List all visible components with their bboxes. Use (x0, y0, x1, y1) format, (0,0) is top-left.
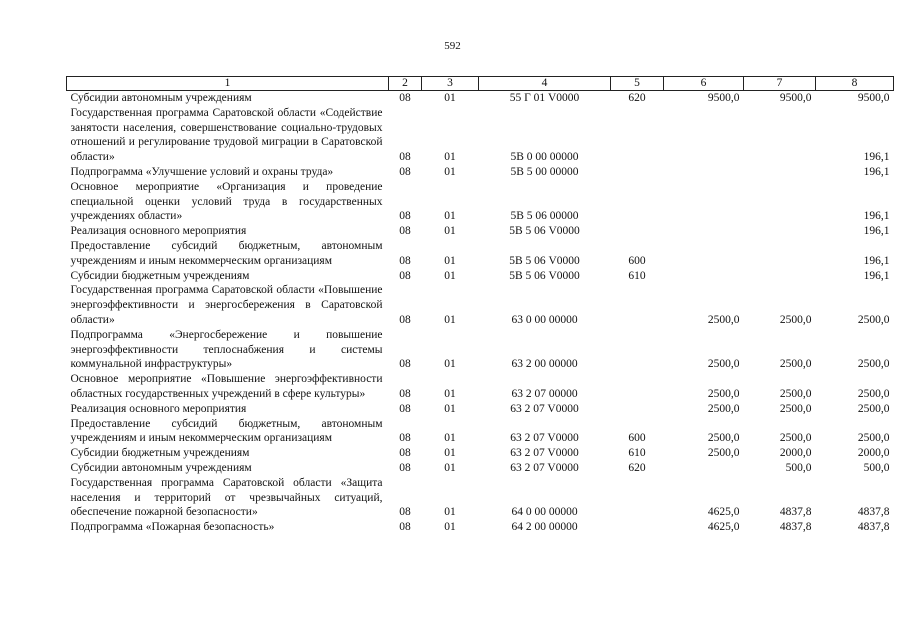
table-row (67, 106, 894, 165)
row-subsection: 01 (444, 92, 456, 104)
row-name: Субсидии бюджетным учреждениям (70, 269, 250, 282)
row-amount-2: 500,0 (785, 461, 812, 474)
row-subsection: 01 (444, 506, 456, 519)
header-row (67, 77, 894, 91)
row-target-code: 64 0 00 00000 (511, 506, 578, 519)
row-subsection: 01 (444, 521, 456, 534)
row-target-code: 5В 5 06 V0000 (509, 254, 580, 267)
row-amount-2: 9500,0 (779, 92, 812, 104)
row-amount-2 (744, 239, 816, 269)
row-name: Реализация основного мероприятия (70, 225, 247, 238)
row-target-code: 63 2 07 V0000 (510, 447, 579, 460)
header-cell: 8 (816, 77, 894, 91)
row-amount-1 (664, 180, 744, 224)
budget-table (66, 76, 894, 535)
row-amount-2: 2500,0 (779, 432, 812, 445)
row-expense-type (611, 106, 664, 165)
row-amount-2: 4837,8 (779, 521, 812, 534)
row-subsection: 01 (444, 225, 456, 238)
row-expense-type (611, 165, 664, 180)
row-amount-3: 196,1 (863, 165, 890, 178)
row-subsection: 01 (444, 447, 456, 460)
header-cell: 7 (744, 77, 816, 91)
row-target-code: 55 Г 01 V0000 (509, 92, 580, 104)
row-amount-1 (664, 269, 744, 284)
row-amount-2 (744, 106, 816, 165)
table-row (67, 476, 894, 520)
row-amount-2: 2500,0 (779, 387, 812, 400)
row-amount-2: 2000,0 (779, 447, 812, 460)
row-name: Субсидии бюджетным учреждениям (70, 447, 250, 460)
row-subsection: 01 (444, 358, 456, 371)
row-target-code: 5В 0 00 00000 (510, 151, 579, 164)
row-expense-type: 610 (628, 447, 646, 460)
table-row (67, 180, 894, 224)
row-expense-type (611, 402, 664, 417)
row-amount-3: 2500,0 (857, 432, 890, 445)
row-name: Реализация основного мероприятия (70, 402, 247, 415)
row-subsection: 01 (444, 165, 456, 178)
header-cell: 3 (422, 77, 479, 91)
row-amount-1 (664, 106, 744, 165)
row-amount-1 (664, 165, 744, 180)
row-amount-1: 4625,0 (707, 506, 740, 519)
row-section: 08 (399, 461, 411, 474)
row-amount-1: 2500,0 (707, 402, 740, 415)
row-target-code: 63 2 07 V0000 (510, 432, 579, 445)
row-name: Государственная программа Саратовской области «Повышение энергоэффективности и энергосбережения в Саратовской области» (70, 284, 383, 326)
row-amount-3: 4837,8 (857, 521, 890, 534)
row-amount-3: 196,1 (863, 254, 890, 267)
row-expense-type (611, 224, 664, 239)
row-target-code: 64 2 00 00000 (511, 521, 578, 534)
row-section: 08 (399, 165, 411, 178)
table-row (67, 446, 894, 461)
row-amount-1: 2500,0 (707, 387, 740, 400)
table-row (67, 328, 894, 372)
row-target-code: 5В 5 06 V0000 (509, 269, 580, 282)
table-row (67, 283, 894, 327)
row-subsection: 01 (444, 151, 456, 164)
header-cell: 5 (611, 77, 664, 91)
row-expense-type: 620 (628, 92, 646, 104)
table-row (67, 224, 894, 239)
row-section: 08 (399, 269, 411, 282)
header-cell: 6 (664, 77, 744, 91)
table-row (67, 461, 894, 476)
row-subsection: 01 (444, 432, 456, 445)
row-amount-3: 196,1 (863, 151, 890, 164)
row-section: 08 (399, 225, 411, 238)
table-row (67, 372, 894, 402)
row-name: Подпрограмма «Пожарная безопасность» (70, 521, 275, 534)
row-subsection: 01 (444, 210, 456, 223)
row-section: 08 (399, 151, 411, 164)
row-amount-3: 4837,8 (857, 506, 890, 519)
row-amount-3: 2500,0 (857, 402, 890, 415)
table-row (67, 417, 894, 447)
row-target-code: 63 0 00 00000 (511, 313, 578, 326)
row-subsection: 01 (444, 269, 456, 282)
row-target-code: 63 2 07 V0000 (510, 461, 579, 474)
row-subsection: 01 (444, 461, 456, 474)
row-amount-3: 196,1 (863, 225, 890, 238)
row-amount-1: 2500,0 (707, 432, 740, 445)
row-amount-1: 2500,0 (707, 358, 740, 371)
row-target-code: 5В 5 00 00000 (510, 165, 579, 178)
row-section: 08 (399, 358, 411, 371)
row-section: 08 (399, 521, 411, 534)
row-amount-3: 196,1 (863, 210, 890, 223)
row-section: 08 (399, 92, 411, 104)
table-row (67, 520, 894, 535)
row-amount-2 (744, 269, 816, 284)
row-name: Государственная программа Саратовской области «Содействие занятости населения, совершенствование социально-трудовых отношений и регулирование трудовой миграции в Саратовской области» (70, 106, 383, 164)
row-expense-type (611, 520, 664, 535)
row-target-code: 63 2 07 00000 (511, 387, 578, 400)
page-number: 592 (444, 40, 461, 52)
row-name: Подпрограмма «Улучшение условий и охраны труда» (70, 165, 334, 178)
row-amount-3: 2500,0 (857, 358, 890, 371)
table-row (67, 239, 894, 269)
row-expense-type (611, 283, 664, 327)
row-subsection: 01 (444, 387, 456, 400)
row-expense-type (611, 476, 664, 520)
table-row (67, 91, 894, 106)
row-name: Государственная программа Саратовской области «Защита населения и территорий от чрезвычайных ситуаций, обеспечение пожарной безопасности» (70, 476, 383, 519)
header-cell: 1 (67, 77, 389, 91)
row-amount-2 (744, 180, 816, 224)
row-section: 08 (399, 432, 411, 445)
row-amount-3: 9500,0 (857, 92, 890, 104)
row-name: Предоставление субсидий бюджетным, автономным учреждениям и иным некоммерческим организациям (70, 239, 383, 267)
row-target-code: 63 2 00 00000 (511, 358, 578, 371)
row-amount-1 (664, 239, 744, 269)
row-expense-type (611, 372, 664, 402)
row-amount-2: 2500,0 (779, 402, 812, 415)
table-row (67, 269, 894, 284)
row-amount-1: 2500,0 (707, 313, 740, 326)
row-section: 08 (399, 254, 411, 267)
row-amount-3: 500,0 (863, 461, 890, 474)
row-amount-3: 2500,0 (857, 313, 890, 326)
row-expense-type: 600 (628, 254, 646, 267)
table-row (67, 165, 894, 180)
header-cell: 2 (389, 77, 422, 91)
row-expense-type: 610 (628, 269, 646, 282)
row-section: 08 (399, 210, 411, 223)
row-amount-3: 196,1 (863, 269, 890, 282)
row-section: 08 (399, 506, 411, 519)
row-section: 08 (399, 387, 411, 400)
row-amount-3: 2500,0 (857, 387, 890, 400)
row-amount-2: 2500,0 (779, 313, 812, 326)
row-target-code: 5В 5 06 00000 (510, 210, 579, 223)
row-name: Субсидии автономным учреждениям (70, 92, 252, 104)
row-amount-3: 2000,0 (857, 447, 890, 460)
row-expense-type: 600 (628, 432, 646, 445)
row-amount-2: 2500,0 (779, 358, 812, 371)
row-expense-type (611, 180, 664, 224)
row-name: Субсидии автономным учреждениям (70, 461, 252, 474)
row-amount-2: 4837,8 (779, 506, 812, 519)
row-name: Основное мероприятие «Повышение энергоэффективности областных государственных учреждений в сфере культуры» (70, 373, 383, 400)
row-amount-2 (744, 224, 816, 239)
row-section: 08 (399, 447, 411, 460)
row-section: 08 (399, 313, 411, 326)
row-amount-1 (664, 461, 744, 476)
row-name: Подпрограмма «Энергосбережение и повышение энергоэффективности теплоснабжения и системы коммунальной инфраструктуры» (70, 328, 383, 371)
row-subsection: 01 (444, 254, 456, 267)
row-name: Основное мероприятие «Организация и проведение специальной оценки условий труда в государственных учреждениях области» (70, 180, 383, 223)
row-amount-1 (664, 224, 744, 239)
row-expense-type (611, 328, 664, 372)
row-amount-2 (744, 165, 816, 180)
row-subsection: 01 (444, 402, 456, 415)
row-name: Предоставление субсидий бюджетным, автономным учреждениям и иным некоммерческим организациям (70, 417, 383, 445)
table-row (67, 402, 894, 417)
row-target-code: 5В 5 06 V0000 (509, 225, 580, 238)
row-section: 08 (399, 402, 411, 415)
row-subsection: 01 (444, 313, 456, 326)
row-amount-1: 9500,0 (707, 92, 740, 104)
header-cell: 4 (479, 77, 611, 91)
row-amount-1: 2500,0 (707, 447, 740, 460)
row-amount-1: 4625,0 (707, 521, 740, 534)
row-expense-type: 620 (628, 461, 646, 474)
row-target-code: 63 2 07 V0000 (510, 402, 579, 415)
